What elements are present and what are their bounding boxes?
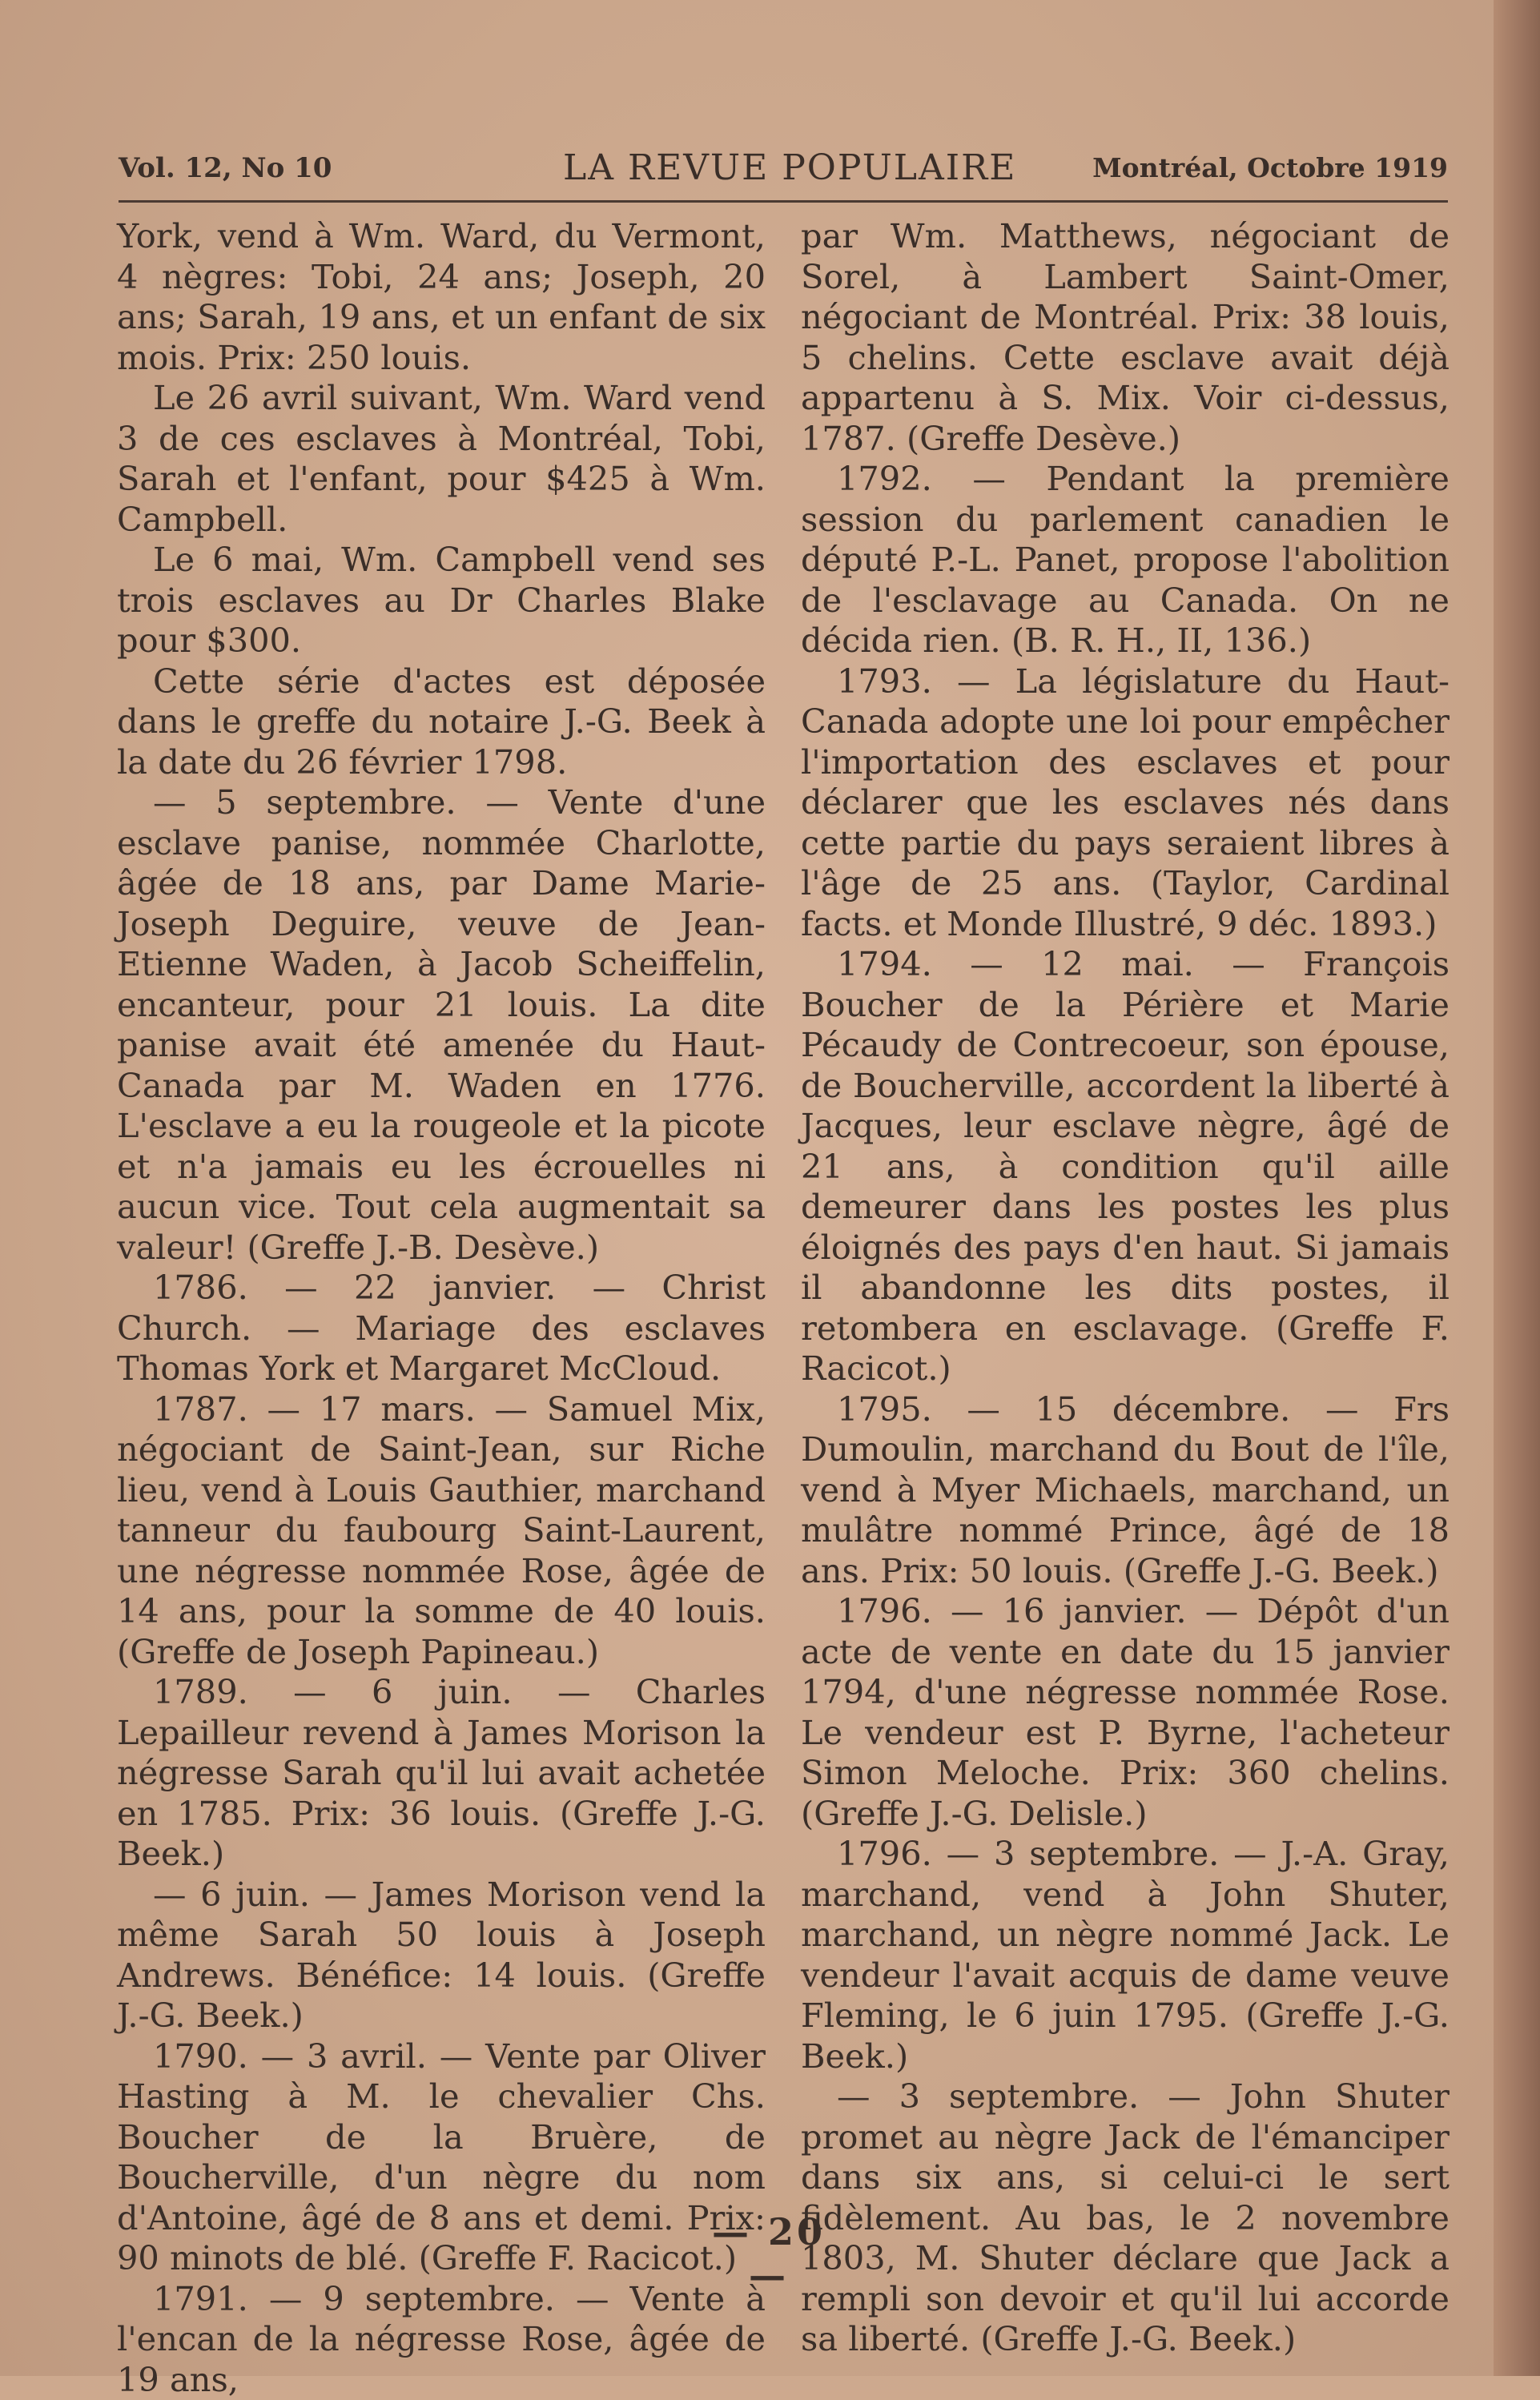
paragraph: 1790. — 3 avril. — Vente par Oliver Hasting à M. le chevalier Chs. Boucher de la Bruère, de Boucherville, d'un nègre du nom d'Antoine, âgé de 8 ans et demi. Prix: 90 minots de blé. (Greffe F. Racicot.) bbox=[117, 2036, 766, 2279]
page-edge bbox=[1494, 0, 1540, 2376]
dateline: Montréal, Octobre 1919 bbox=[1092, 152, 1448, 183]
paragraph: 1796. — 16 janvier. — Dépôt d'un acte de vente en date du 15 janvier 1794, d'une négresse nommée Rose. Le vendeur est P. Byrne, l'acheteur Simon Meloche. Prix: 360 chelins. (Greffe J.-G. Delisle.) bbox=[801, 1591, 1450, 1834]
paragraph: — 6 juin. — James Morison vend la même Sarah 50 louis à Joseph Andrews. Bénéfice: 14 louis. (Greffe J.-G. Beek.) bbox=[117, 1875, 766, 2036]
paragraph: York, vend à Wm. Ward, du Vermont, 4 nègres: Tobi, 24 ans; Joseph, 20 ans; Sarah, 19 ans, et un enfant de six mois. Prix: 250 louis. bbox=[117, 216, 766, 378]
paragraph: 1793. — La législature du Haut-Canada adopte une loi pour empêcher l'importation des esclaves et pour déclarer que les esclaves nés dans cette partie du pays seraient libres à l'âge de 25 ans. (Taylor, Cardinal facts. et Monde Illustré, 9 déc. 1893.) bbox=[801, 661, 1450, 945]
header-rule bbox=[119, 200, 1448, 203]
paragraph: par Wm. Matthews, négociant de Sorel, à Lambert Saint-Omer, négociant de Montréal. Prix: 38 louis, 5 chelins. Cette esclave avait déjà appartenu à S. Mix. Voir ci-dessus, 1787. (Greffe Desève.) bbox=[801, 216, 1450, 459]
paragraph: — 3 septembre. — John Shuter promet au nègre Jack de l'émanciper dans six ans, si celui-ci le sert fidèlement. Au bas, le 2 novembre 1803, M. Shuter déclare que Jack a rempli son devoir et qu'il lui accorde sa liberté. (Greffe J.-G. Beek.) bbox=[801, 2076, 1450, 2360]
paragraph: 1786. — 22 janvier. — Christ Church. — Mariage des esclaves Thomas York et Margaret McCloud. bbox=[117, 1268, 766, 1389]
paragraph: 1794. — 12 mai. — François Boucher de la Périère et Marie Pécaudy de Contrecoeur, son épouse, de Boucherville, accordent la liberté à Jacques, leur esclave nègre, âgé de 21 ans, à condition qu'il aille demeurer dans les postes les plus éloignés des pays d'en haut. Si jamais il abandonne les dits postes, il retombera en esclavage. (Greffe F. Racicot.) bbox=[801, 944, 1450, 1389]
volume-number: Vol. 12, No 10 bbox=[119, 152, 332, 184]
paragraph: Cette série d'actes est déposée dans le greffe du notaire J.-G. Beek à la date du 26 février 1798. bbox=[117, 661, 766, 783]
paragraph: — 5 septembre. — Vente d'une esclave panise, nommée Charlotte, âgée de 18 ans, par Dame Marie-Joseph Deguire, veuve de Jean-Etienne Waden, à Jacob Scheiffelin, encanteur, pour 21 louis. La dite panise avait été amenée du Haut-Canada par M. Waden en 1776. L'esclave a eu la rougeole et la picote et n'a jamais eu les écrouelles ni aucun vice. Tout cela augmentait sa valeur! (Greffe J.-B. Desève.) bbox=[117, 782, 766, 1268]
paragraph: 1791. — 9 septembre. — Vente à l'encan de la négresse Rose, âgée de 19 ans, bbox=[117, 2279, 766, 2400]
running-header bbox=[119, 152, 1448, 200]
paragraph: 1796. — 3 septembre. — J.-A. Gray, marchand, vend à John Shuter, marchand, un nègre nommé Jack. Le vendeur l'avait acquis de dame veuve Fleming, le 6 juin 1795. (Greffe J.-G. Beek.) bbox=[801, 1834, 1450, 2076]
left-column bbox=[117, 216, 766, 2194]
paragraph: 1789. — 6 juin. — Charles Lepailleur revend à James Morison la négresse Sarah qu'il lui avait achetée en 1785. Prix: 36 louis. (Greffe J.-G. Beek.) bbox=[117, 1672, 766, 1875]
publication-title: LA REVUE POPULAIRE bbox=[563, 147, 1016, 188]
right-column bbox=[801, 216, 1450, 2194]
page-number: — 20 — bbox=[689, 2210, 849, 2297]
paragraph: Le 6 mai, Wm. Campbell vend ses trois esclaves au Dr Charles Blake pour $300. bbox=[117, 540, 766, 661]
paragraph: 1787. — 17 mars. — Samuel Mix, négociant de Saint-Jean, sur Riche lieu, vend à Louis Gauthier, marchand tanneur du faubourg Saint-Laurent, une négresse nommée Rose, âgée de 14 ans, pour la somme de 40 louis. (Greffe de Joseph Papineau.) bbox=[117, 1389, 766, 1673]
paragraph: Le 26 avril suivant, Wm. Ward vend 3 de ces esclaves à Montréal, Tobi, Sarah et l'enfant, pour $425 à Wm. Campbell. bbox=[117, 378, 766, 540]
paragraph: 1795. — 15 décembre. — Frs Dumoulin, marchand du Bout de l'île, vend à Myer Michaels, marchand, un mulâtre nommé Prince, âgé de 18 ans. Prix: 50 louis. (Greffe J.-G. Beek.) bbox=[801, 1389, 1450, 1592]
paragraph: 1792. — Pendant la première session du parlement canadien le député P.-L. Panet, propose l'abolition de l'esclavage au Canada. On ne décida rien. (B. R. H., II, 136.) bbox=[801, 459, 1450, 661]
